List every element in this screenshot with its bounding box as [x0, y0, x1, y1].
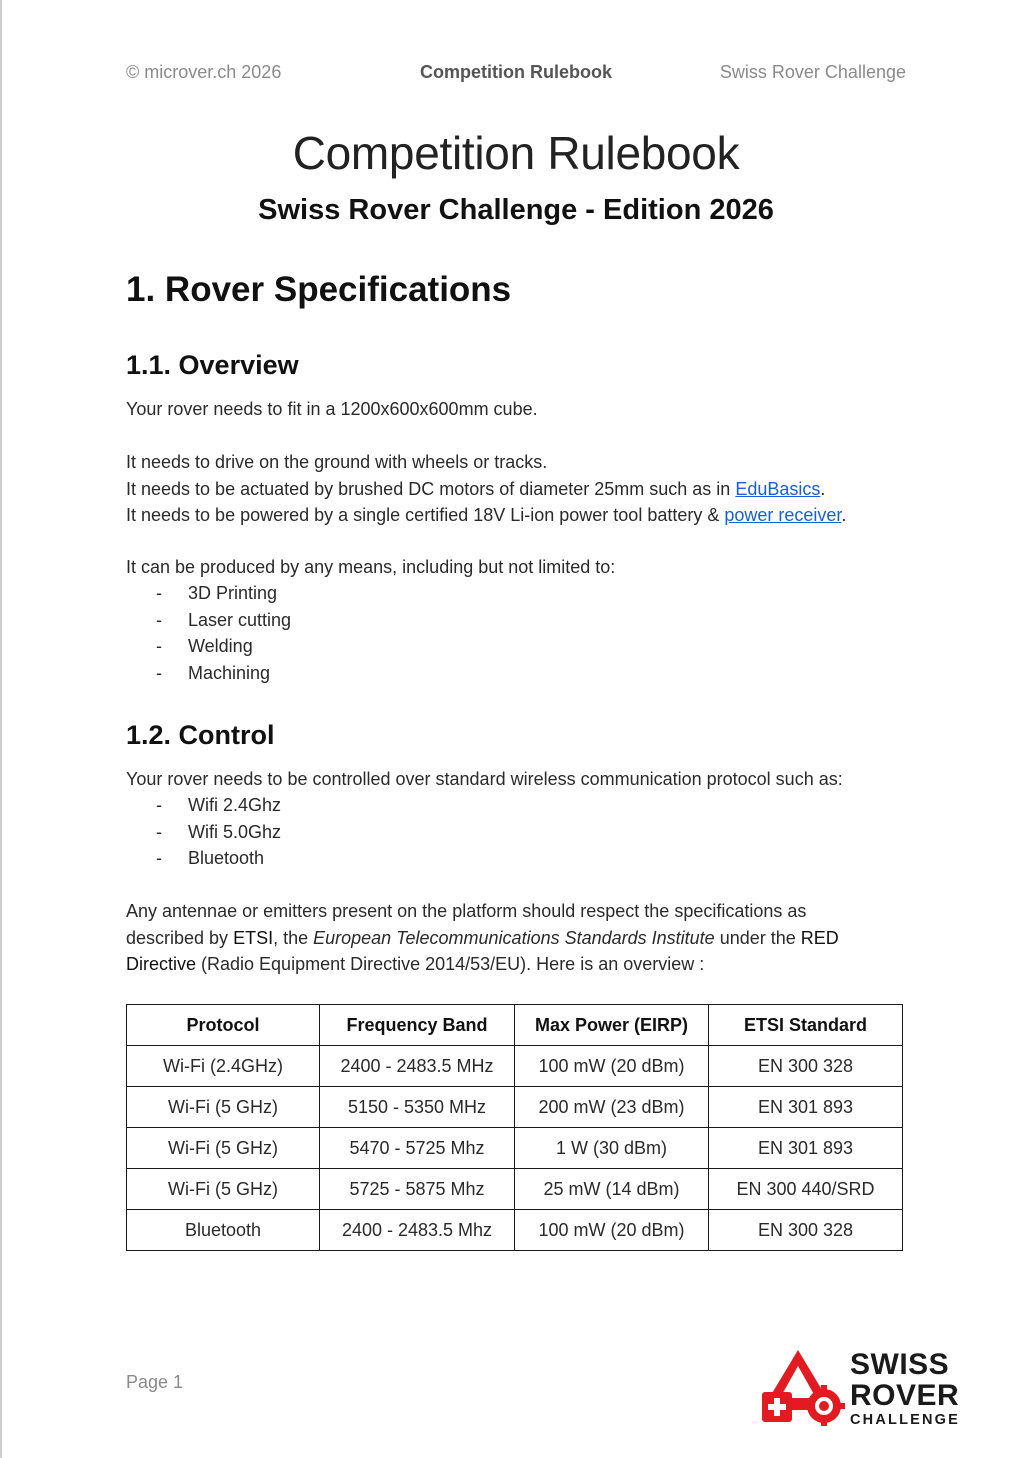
overview-motor-text: It needs to be actuated by brushed DC motors of diameter 25mm such as in: [126, 478, 736, 499]
table-row: [127, 1128, 903, 1169]
table-cell: EN 300 440/SRD: [709, 1169, 903, 1210]
list-item: - Wifi 5.0Ghz: [156, 821, 282, 842]
list-item-text: Bluetooth: [188, 848, 265, 868]
overview-paragraph-production: [126, 554, 916, 581]
logo-word-challenge: CHALLENGE: [850, 1412, 961, 1428]
table-cell: 2400 - 2483.5 Mhz: [320, 1210, 515, 1251]
table-cell: EN 301 893: [709, 1087, 903, 1128]
production-methods-list: [126, 580, 291, 686]
red-acronym: RED: [800, 927, 839, 948]
etsi-specifications-table: [126, 1004, 903, 1251]
overview-battery-line: [126, 502, 916, 529]
etsi-line-2: [126, 925, 916, 952]
logo-wordmark: [850, 1350, 960, 1428]
table-cell: Wi-Fi (5 GHz): [127, 1087, 320, 1128]
list-item: - Machining: [156, 662, 271, 683]
overview-battery-text: It needs to be powered by a single certified 18V Li-ion power tool battery &: [126, 505, 725, 525]
column-header-protocol: Protocol: [127, 1005, 320, 1046]
overview-motor-period: .: [820, 478, 826, 499]
control-paragraph-etsi: [126, 898, 916, 978]
header-doc-title: Competition Rulebook: [420, 62, 612, 82]
overview-production-text: It can be produced by any means, including but not limited to:: [126, 557, 616, 577]
table-row: [127, 1087, 903, 1128]
table-cell: 5150 - 5350 MHz: [320, 1087, 515, 1128]
table-header-row: [127, 1005, 903, 1046]
list-item: - Wifi 2.4Ghz: [156, 795, 282, 815]
etsi-line-1: Any antennae or emitters present on the platform should respect the specifications as: [126, 901, 807, 921]
table-cell: 100 mW (20 dBm): [515, 1046, 709, 1087]
list-item: - Laser cutting: [156, 609, 292, 630]
logo-word-rover: ROVER: [850, 1379, 960, 1412]
overview-battery-period: .: [841, 505, 847, 525]
list-item: - Bluetooth: [156, 848, 265, 868]
wireless-protocols-list: [126, 792, 281, 872]
control-protocol-text: Your rover needs to be controlled over standard wireless communication protocol such as:: [126, 769, 843, 789]
list-item-text: Wifi 2.4Ghz: [188, 795, 282, 815]
overview-size-text: Your rover needs to fit in a 1200x600x600mm cube.: [126, 399, 538, 419]
overview-motor-line: [126, 476, 916, 503]
subsection-heading-overview: 1.1. Overview: [126, 350, 299, 380]
logo-word-swiss: SWISS: [850, 1348, 950, 1381]
column-header-max-power: Max Power (EIRP): [515, 1005, 709, 1046]
page-header: [126, 62, 906, 86]
etsi-text-c: under the: [714, 927, 801, 948]
etsi-text-a: described by: [126, 927, 234, 948]
subsection-heading-control: 1.2. Control: [126, 720, 275, 750]
table-cell: 1 W (30 dBm): [515, 1128, 709, 1169]
list-item-text: 3D Printing: [188, 583, 278, 603]
table-cell: Wi-Fi (5 GHz): [127, 1128, 320, 1169]
column-header-etsi-standard: ETSI Standard: [709, 1005, 903, 1046]
list-item-text: Machining: [188, 662, 271, 683]
table-cell: EN 300 328: [709, 1046, 903, 1087]
table-row: [127, 1046, 903, 1087]
page-number: Page 1: [126, 1372, 184, 1392]
table-cell: Wi-Fi (5 GHz): [127, 1169, 320, 1210]
table-cell: 200 mW (23 dBm): [515, 1087, 709, 1128]
table-cell: EN 300 328: [709, 1210, 903, 1251]
control-paragraph-protocol: [126, 766, 916, 793]
document-subtitle: Swiss Rover Challenge - Edition 2026: [258, 194, 774, 226]
table-cell: 25 mW (14 dBm): [515, 1169, 709, 1210]
etsi-acronym: ETSI: [233, 927, 274, 948]
list-item: - 3D Printing: [156, 583, 278, 603]
overview-drive-text: It needs to drive on the ground with wheels or tracks.: [126, 452, 548, 472]
directive-word: Directive: [126, 954, 197, 974]
overview-paragraph-size: [126, 396, 916, 423]
etsi-full-name: European Telecommunications Standards Institute: [313, 927, 715, 948]
etsi-text-b: , the: [273, 927, 314, 948]
rover-logo-icon: [760, 1348, 848, 1426]
list-item: - Welding: [156, 636, 253, 656]
document-title: Competition Rulebook: [292, 127, 740, 179]
etsi-line-3: [126, 951, 916, 978]
table-row: [127, 1210, 903, 1251]
power-receiver-link[interactable]: power receiver: [724, 505, 842, 525]
overview-paragraph-requirements: [126, 449, 916, 529]
header-event-name: Swiss Rover Challenge: [719, 62, 906, 82]
section-heading-rover-specifications: 1. Rover Specifications: [126, 270, 512, 309]
table-cell: 100 mW (20 dBm): [515, 1210, 709, 1251]
table-cell: Bluetooth: [127, 1210, 320, 1251]
directive-rest: (Radio Equipment Directive 2014/53/EU). Here is an overview :: [196, 954, 705, 974]
list-item-text: Laser cutting: [188, 609, 292, 630]
header-copyright: © microver.ch 2026: [126, 62, 282, 82]
swiss-rover-challenge-logo: [760, 1348, 970, 1428]
table-cell: Wi-Fi (2.4GHz): [127, 1046, 320, 1087]
table-cell: 5470 - 5725 Mhz: [320, 1128, 515, 1169]
column-header-frequency-band: Frequency Band: [320, 1005, 515, 1046]
table-row: [127, 1169, 903, 1210]
list-item-text: Welding: [188, 636, 253, 656]
table-cell: EN 301 893: [709, 1128, 903, 1169]
table-cell: 5725 - 5875 Mhz: [320, 1169, 515, 1210]
edubasics-link[interactable]: EduBasics: [735, 478, 821, 499]
table-cell: 2400 - 2483.5 MHz: [320, 1046, 515, 1087]
list-item-text: Wifi 5.0Ghz: [188, 821, 282, 842]
